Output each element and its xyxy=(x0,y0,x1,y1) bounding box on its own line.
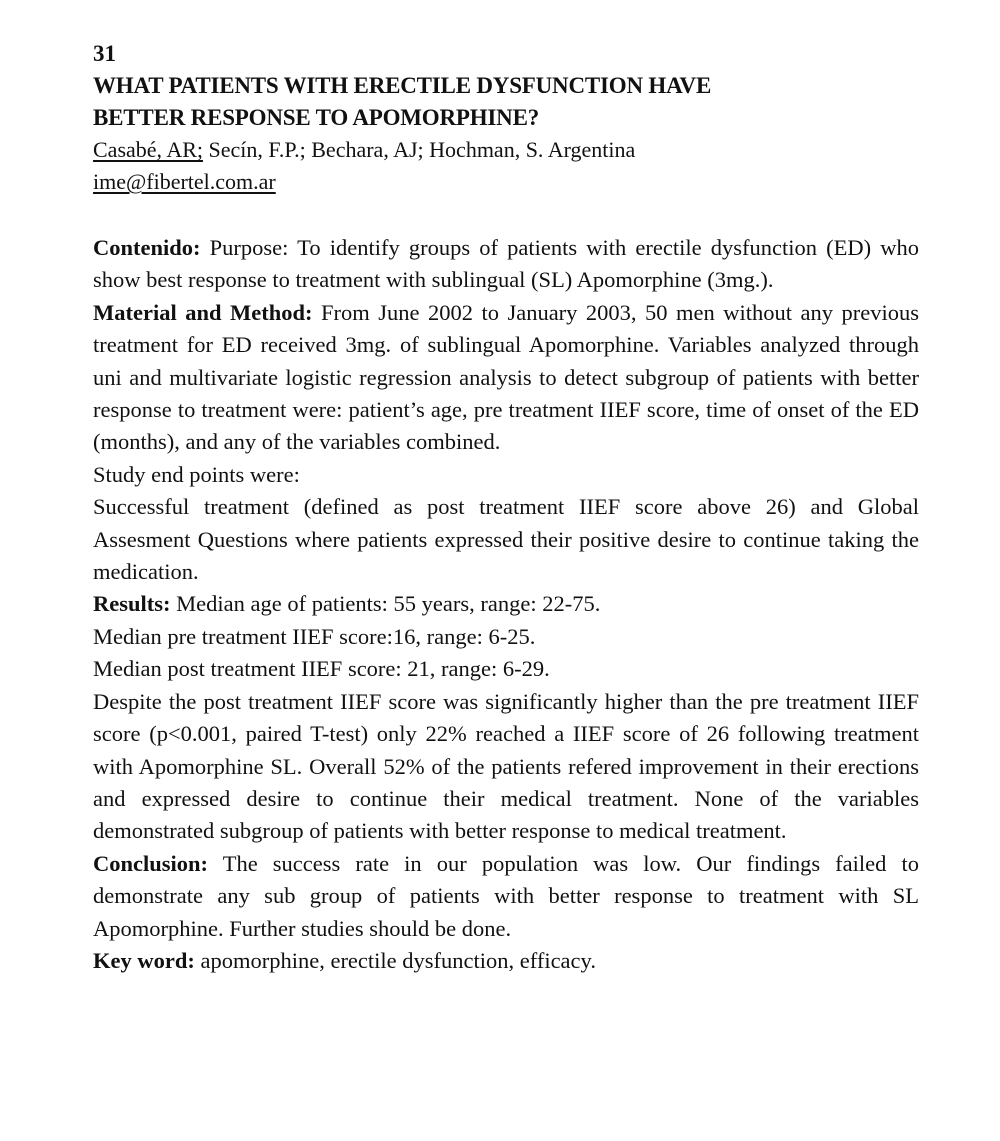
author-list xyxy=(93,134,919,166)
keywords-line xyxy=(93,945,919,977)
title-line-2: BETTER RESPONSE TO APOMORPHINE? xyxy=(93,105,540,130)
conclusion-paragraph xyxy=(93,848,919,945)
results-paragraph: Despite the post treatment IIEF score was significantly higher than the pre treatment IIEF score (p<0.001, paired T-test) only 22% reached a IIEF score of 26 following treatment with Apomorphine SL. Overall 52% of the patients refered improvement in their erections and expressed desire to continue their medical treatment. None of the variables demonstrated subgroup of patients with better response to medical treatment. xyxy=(93,688,919,844)
results-line-2: Median pre treatment IIEF score:16, range: 6-25. xyxy=(93,623,536,649)
contenido-paragraph xyxy=(93,232,919,297)
spacer xyxy=(93,198,919,232)
method-paragraph xyxy=(93,297,919,459)
keywords-label: Key word: xyxy=(93,947,195,973)
abstract-number: 31 xyxy=(93,41,116,66)
endpoints-intro: Study end points were: xyxy=(93,461,300,487)
results-label: Results: xyxy=(93,591,171,617)
conclusion-text: The success rate in our population was low. Our findings failed to demonstrate any sub group of patients with better response to treatment with SL Apomorphine. Further studies should be done. xyxy=(93,850,919,941)
email-link[interactable]: ime@fibertel.com.ar xyxy=(93,169,276,194)
method-label: Material and Method: xyxy=(93,299,313,325)
other-authors: Secín, F.P.; Bechara, AJ; Hochman, S. Argentina xyxy=(203,137,636,162)
results-line-1 xyxy=(93,588,919,620)
method-text: From June 2002 to January 2003, 50 men without any previous treatment for ED received 3mg. of sublingual Apomorphine. Variables analyzed through uni and multivariate logistic regression analysis to detect subgroup of patients with better response to treatment were: patient’s age, pre treatment IIEF score, time of onset of the ED (months), and any of the variables combined. xyxy=(93,299,920,455)
contact-email xyxy=(93,166,919,198)
abstract-body xyxy=(93,232,919,977)
first-author: Casabé, AR; xyxy=(93,137,203,162)
conclusion-label: Conclusion: xyxy=(93,850,209,876)
contenido-label: Contenido: xyxy=(93,235,201,260)
title-line-1: WHAT PATIENTS WITH ERECTILE DYSFUNCTION HAVE xyxy=(93,73,712,98)
contenido-text: Purpose: To identify groups of patients with erectile dysfunction (ED) who show best response to treatment with sublingual (SL) Apomorphine (3mg.). xyxy=(93,235,919,293)
keywords-text: apomorphine, erectile dysfunction, efficacy. xyxy=(194,947,596,973)
endpoints-text: Successful treatment (defined as post treatment IIEF score above 26) and Global Assesment Questions where patients expressed their positive desire to continue taking the medication. xyxy=(93,494,919,585)
results-line-3: Median post treatment IIEF score: 21, range: 6-29. xyxy=(93,656,550,682)
results-age: Median age of patients: 55 years, range: 22-75. xyxy=(170,591,601,617)
abstract-title xyxy=(93,70,919,134)
abstract-page xyxy=(93,38,919,977)
